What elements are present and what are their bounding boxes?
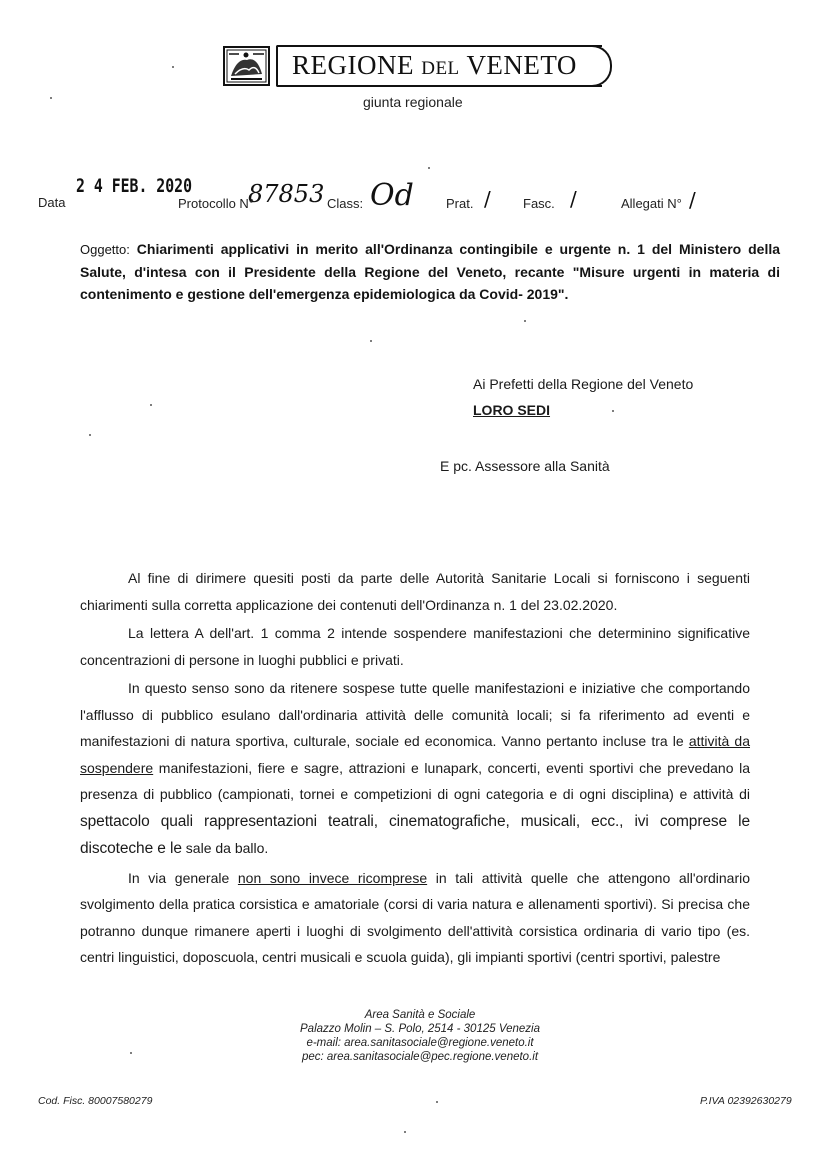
body-p4-part-b: in tali attività quelle che attengono all'ordinario svolgimento della pratica corsistica e amatoriale (corsi di varia natura e allenamenti sportivi). Si precisa che potranno dunque rimanere aperti i luoghi di svolgimento dell'attività corsistica ordinaria di vario tipo (es. centri linguistici, doposcuola, centri musicali e scuola guida), gli impianti sportivi (centri sportivi, palestre <box>80 869 751 965</box>
allegati-label: Allegati N° <box>621 196 682 211</box>
prat-label: Prat. <box>446 196 474 211</box>
body-p3-part-a: In questo senso sono da ritenere sospese tutte quelle manifestazioni e iniziative che comportando l'afflusso di pubblico esulano dall'ordinaria attività delle comunità locali; si fa riferimento ad eventi e manifestazioni di natura sportiva, culturale, sociale ed economica. Vanno pertanto incluse tra le <box>80 680 750 749</box>
body-paragraph-2: La lettera A dell'art. 1 comma 2 intende sospendere manifestazioni che determinino significative concentrazioni di persone in luoghi pubblici e privati. <box>80 625 750 668</box>
scan-speck <box>436 1101 438 1103</box>
giunta-subtitle: giunta regionale <box>363 94 463 110</box>
date-stamp: 2 4 FEB. 2020 <box>76 175 193 197</box>
prat-value: / <box>484 187 491 211</box>
scan-speck <box>89 434 91 436</box>
footer-cod-fisc: Cod. Fisc. 80007580279 <box>38 1095 153 1107</box>
scan-speck <box>524 320 526 322</box>
footer-area: Area Sanità e Sociale <box>364 1009 476 1021</box>
allegati-value: / <box>689 188 696 212</box>
body-p4-part-a: In via generale <box>128 869 238 886</box>
body-paragraph-3 <box>80 675 750 863</box>
data-label: Data <box>38 195 66 210</box>
scan-speck <box>404 1131 406 1133</box>
body-paragraph-4 <box>80 865 750 971</box>
protocollo-value: 87853 <box>248 180 325 208</box>
footer-email: e-mail: area.sanitasociale@regione.veneto.it <box>306 1037 534 1049</box>
subject-block <box>80 238 780 305</box>
body-p3-part-big: spettacolo quali rappresentazioni teatrali, cinematografiche, musicali, ecc., ivi comprese le discoteche e le <box>80 812 750 857</box>
recipient-loro-sedi: LORO SEDI <box>473 402 551 418</box>
regione-veneto-crest-icon <box>223 46 270 86</box>
recipient-prefetti: Ai Prefetti della Regione del Veneto <box>473 376 694 392</box>
footer-address <box>250 1008 590 1064</box>
scan-speck <box>172 66 174 68</box>
recipient-assessore: E pc. Assessore alla Sanità <box>440 458 610 474</box>
fasc-value: / <box>570 187 577 211</box>
footer-pec: pec: area.sanitasociale@pec.regione.veneto.it <box>301 1051 539 1063</box>
scan-speck <box>612 410 614 412</box>
org-name-del: DEL <box>421 58 460 79</box>
scan-speck <box>50 97 52 99</box>
class-value: Od <box>370 178 414 213</box>
subject-text: Chiarimenti applicativi in merito all'Ordinanza contingibile e urgente n. 1 del Ministero della Salute, d'intesa con il Presidente della Regione del Veneto, recante "Misure urgenti in materia di contenimento e gestione dell'emergenza epidemiologica da Covid- 2019". <box>80 241 781 302</box>
letter-body <box>80 565 750 973</box>
org-logo-box <box>276 45 602 87</box>
protocollo-label: Protocollo N° <box>178 196 255 211</box>
scan-speck <box>130 1052 132 1054</box>
body-paragraph-1: Al fine di dirimere quesiti posti da parte delle Autorità Sanitarie Locali si forniscono i seguenti chiarimenti sulla corretta applicazione dei contenuti dell'Ordinanza n. 1 del 23.02.2020. <box>80 570 750 613</box>
scan-speck <box>370 340 372 342</box>
scan-speck <box>428 167 430 169</box>
org-name <box>292 50 577 81</box>
scan-speck <box>150 404 152 406</box>
class-label: Class: <box>327 196 364 211</box>
footer-p-iva: P.IVA 02392630279 <box>700 1095 792 1107</box>
subject-label: Oggetto: <box>80 242 130 257</box>
footer-address-line: Palazzo Molin – S. Polo, 2514 - 30125 Venezia <box>300 1023 540 1035</box>
fasc-label: Fasc. <box>523 196 555 211</box>
org-name-regione: REGIONE <box>292 50 414 80</box>
body-p3-part-b: manifestazioni, fiere e sagre, attrazioni e lunapark, concerti, eventi sportivi che prevedano la presenza di pubblico (campionati, tornei e competizioni di ogni categoria e di ogni disciplina) e attività di <box>80 759 750 802</box>
body-p4-underlined: non sono invece ricomprese <box>237 869 428 886</box>
body-p3-part-c: sale da ballo. <box>181 840 269 856</box>
org-name-veneto: VENETO <box>466 50 577 80</box>
body-p3-underlined: attività da sospendere <box>80 733 750 776</box>
